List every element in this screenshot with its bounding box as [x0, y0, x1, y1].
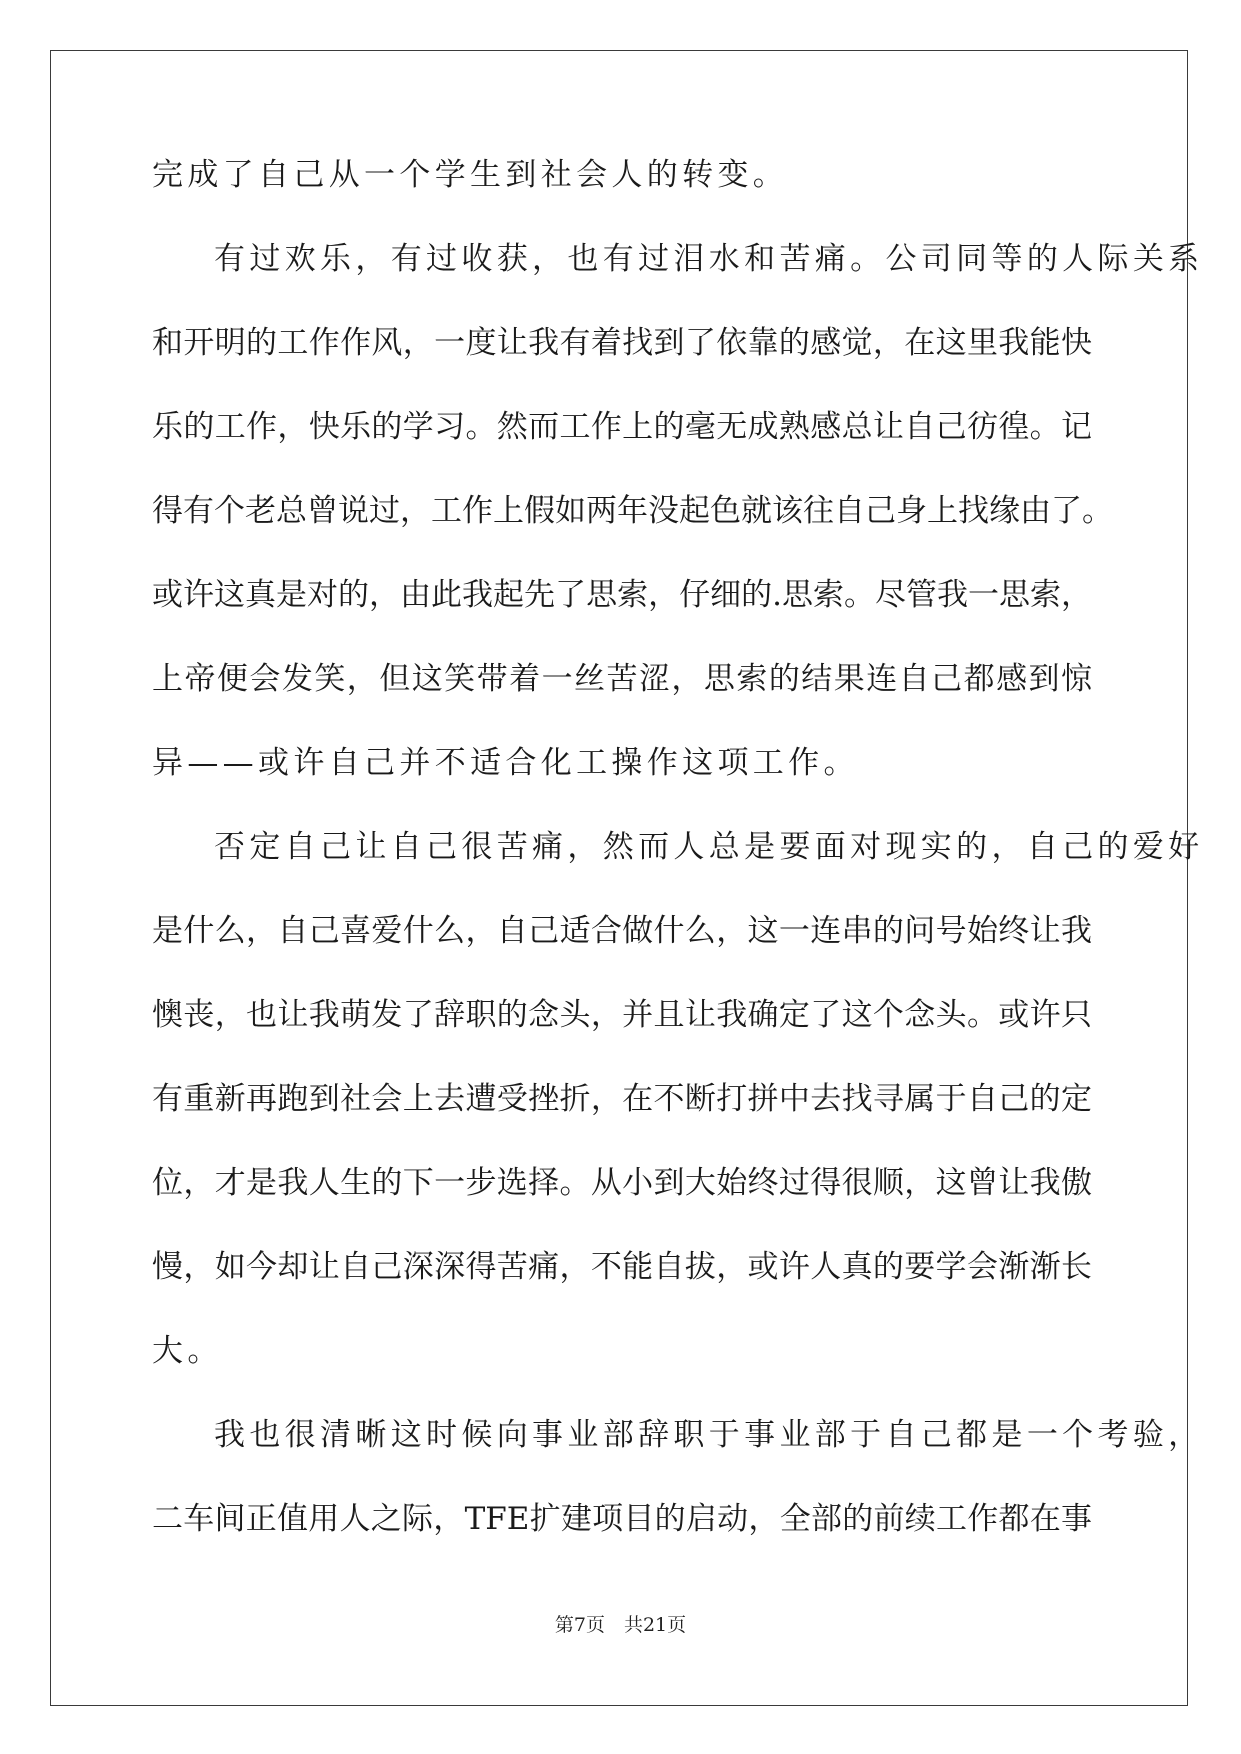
- text-line: 或许这真是对的，由此我起先了思索，仔细的.思索。尽管我一思索，: [152, 577, 1092, 613]
- text-line: 和开明的工作作风，一度让我有着找到了依靠的感觉，在这里我能快: [152, 325, 1092, 361]
- text-line: 上帝便会发笑，但这笑带着一丝苦涩，思索的结果连自己都感到惊: [152, 661, 1092, 697]
- text-line: 完成了自己从一个学生到社会人的转变。: [152, 157, 789, 193]
- text-line: 有重新再跑到社会上去遭受挫折，在不断打拼中去找寻属于自己的定: [152, 1081, 1092, 1117]
- text-line: 异——或许自己并不适合化工操作这项工作。: [152, 745, 859, 781]
- text-line: 否定自己让自己很苦痛，然而人总是要面对现实的，自己的爱好: [214, 829, 1204, 865]
- text-line: 慢，如今却让自己深深得苦痛，不能自拔，或许人真的要学会渐渐长: [152, 1249, 1092, 1285]
- text-line: 有过欢乐，有过收获，也有过泪水和苦痛。公司同等的人际关系: [214, 241, 1204, 277]
- page-footer: [0, 1610, 1241, 1637]
- text-line: 是什么，自己喜爱什么，自己适合做什么，这一连串的问号始终让我: [152, 913, 1092, 949]
- text-line: 我也很清晰这时候向事业部辞职于事业部于自己都是一个考验，: [214, 1417, 1204, 1453]
- text-line: 位，才是我人生的下一步选择。从小到大始终过得很顺，这曾让我傲: [152, 1165, 1092, 1201]
- text-line: 大。: [152, 1333, 223, 1369]
- document-body: [152, 157, 1204, 1588]
- text-line: 二车间正值用人之际，TFE扩建项目的启动，全部的前续工作都在事: [152, 1501, 1092, 1537]
- text-line: 乐的工作，快乐的学习。然而工作上的毫无成熟感总让自己彷徨。记: [152, 409, 1092, 445]
- page-number: 第7页 共21页: [554, 1614, 687, 1636]
- text-line: 懊丧，也让我萌发了辞职的念头，并且让我确定了这个念头。或许只: [152, 997, 1092, 1033]
- text-line: 得有个老总曾说过，工作上假如两年没起色就该往自己身上找缘由了。: [152, 493, 1113, 529]
